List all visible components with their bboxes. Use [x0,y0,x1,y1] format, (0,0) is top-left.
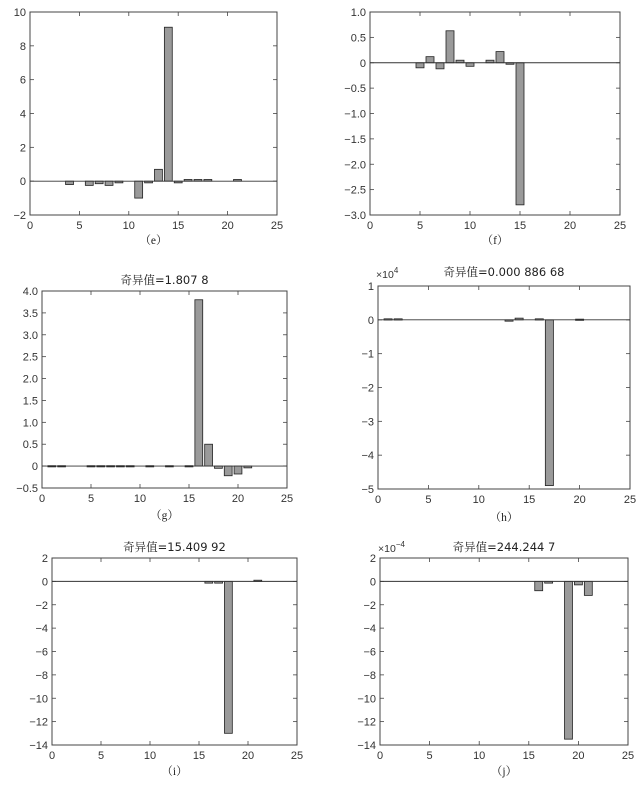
x-tick-label: 0 [38,493,46,505]
plot-frame [370,12,620,215]
y-tick-label: −2 [361,382,374,395]
y-tick-label: 0.5 [350,32,366,45]
bar [205,444,213,466]
bar [154,169,162,181]
x-tick-label: 20 [221,220,234,232]
x-tick-label: 5 [416,220,424,232]
chart-h [361,265,636,524]
y-tick-label: 1.0 [350,7,366,19]
y-tick-label: 0 [19,176,26,189]
panel-caption: （e） [139,235,168,247]
x-tick-label: 10 [472,494,485,506]
x-tick-label: 15 [513,220,527,232]
y-tick-label: 4 [19,108,26,121]
x-tick-label: 20 [231,493,245,505]
y-tick-label: 1.5 [22,395,38,408]
y-tick-label: 2 [41,553,48,565]
bar [545,320,553,486]
bar [105,181,113,185]
y-tick-label: −6 [363,646,376,659]
chart-i [29,540,303,778]
y-tick-label: −3 [361,416,374,429]
y-tick-label: 2 [19,142,26,155]
y-tick-label: −1 [361,348,374,361]
bar [224,581,232,733]
x-tick-label: 10 [463,220,477,232]
plot-frame [378,286,630,489]
y-tick-label: 2.5 [22,351,38,364]
y-tick-label: −3.0 [344,210,366,222]
axis-multiplier-exponent: −4 [395,540,405,549]
x-tick-label: 25 [613,220,627,232]
y-tick-label: 0.5 [22,439,38,452]
x-tick-label: 10 [133,493,147,505]
y-tick-label: −14 [357,740,376,752]
y-tick-label: 3.5 [22,307,38,320]
bar [565,581,573,739]
chart-e [13,7,283,247]
bar [195,300,203,466]
bar [224,466,232,476]
chart-g [16,273,293,522]
x-tick-label: 5 [76,220,83,232]
chart-title: 奇异值=244.244 7 [452,540,556,554]
y-tick-label: 0 [367,314,374,327]
x-tick-label: 0 [374,494,382,506]
x-tick-label: 10 [143,750,157,762]
x-tick-label: 15 [522,750,535,762]
x-tick-label: 0 [376,750,384,762]
x-tick-label: 15 [172,220,185,232]
bar [66,181,74,184]
chart-j [357,540,634,778]
x-tick-label: 0 [26,220,34,232]
y-tick-label: −2.0 [344,159,366,172]
y-tick-label: −4 [35,623,48,636]
bar [516,63,524,205]
y-tick-label: −2.5 [344,184,366,197]
bar [426,57,434,63]
x-tick-label: 5 [97,750,105,762]
y-tick-label: −4 [361,450,374,463]
bar [535,581,543,590]
y-tick-label: −12 [29,716,48,729]
y-tick-label: −2 [13,210,26,222]
y-tick-label: −8 [363,669,376,682]
x-tick-label: 25 [623,494,637,506]
x-tick-label: 0 [48,750,56,762]
y-tick-label: −10 [29,693,48,706]
bar [85,181,93,185]
y-tick-label: 0 [359,57,366,70]
y-tick-label: 0 [31,461,38,474]
axis-multiplier: $\times 10^{-4}$ [378,540,405,555]
y-tick-label: −14 [29,740,48,752]
x-tick-label: 25 [280,493,294,505]
x-tick-label: 15 [192,750,206,762]
bar [416,63,424,68]
bar [234,466,242,474]
x-tick-label: 5 [426,750,433,762]
y-tick-label: 0 [369,576,376,589]
y-tick-label: 4.0 [22,286,38,298]
panel-caption: （i） [161,766,188,778]
bar [135,181,143,198]
x-tick-label: 25 [290,750,304,762]
x-tick-label: 5 [87,493,95,505]
x-tick-label: 0 [366,220,374,232]
y-tick-label: −0.5 [344,83,366,96]
x-tick-label: 10 [122,220,135,232]
panel-caption: （j） [490,766,518,778]
chart-title: 奇异值=1.807 8 [120,273,209,287]
bar [496,52,504,63]
y-tick-label: 2 [369,553,376,565]
y-tick-label: −0.5 [16,483,38,495]
y-tick-label: 2.0 [22,373,38,386]
x-tick-label: 20 [241,750,255,762]
bar [436,63,444,69]
plot-frame [52,558,297,745]
panel-caption: （h） [489,512,519,524]
bar [446,31,454,63]
chart-f [344,7,626,247]
y-tick-label: −12 [357,716,376,729]
x-tick-label: 15 [182,493,196,505]
y-tick-label: −6 [35,646,48,659]
x-tick-label: 20 [572,750,585,762]
y-tick-label: −5 [361,484,374,496]
y-tick-label: −1.0 [344,108,366,121]
x-tick-label: 20 [573,494,586,506]
panel-caption: （g） [150,510,179,522]
bar [584,581,592,595]
chart-title: 奇异值=0.000 886 68 [443,265,565,279]
y-tick-label: −4 [363,623,376,636]
x-tick-label: 25 [621,750,635,762]
axis-multiplier-exponent: 4 [393,266,399,275]
y-tick-label: 1 [367,281,374,293]
y-tick-label: −2 [35,599,48,612]
y-tick-label: −2 [363,599,376,612]
x-tick-label: 25 [270,220,284,232]
bar [574,581,582,585]
y-tick-label: 3.0 [22,329,38,342]
chart-title: 奇异值=15.409 92 [123,540,226,554]
y-tick-label: −10 [357,693,376,706]
y-tick-label: 10 [13,7,26,19]
y-tick-label: 0 [41,576,48,589]
panel-caption: （f） [481,235,509,247]
y-tick-label: 8 [19,40,26,53]
y-tick-label: −8 [35,669,48,682]
x-tick-label: 20 [563,220,577,232]
x-tick-label: 5 [425,494,432,506]
x-tick-label: 10 [473,750,486,762]
y-tick-label: 1.0 [22,417,38,430]
bar [466,63,474,67]
plot-frame [42,291,287,488]
y-tick-label: −1.5 [344,133,366,146]
bar [164,27,172,181]
y-tick-label: 6 [19,74,26,87]
axis-multiplier: $\times 10^4$ [376,266,399,281]
x-tick-label: 15 [523,494,536,506]
